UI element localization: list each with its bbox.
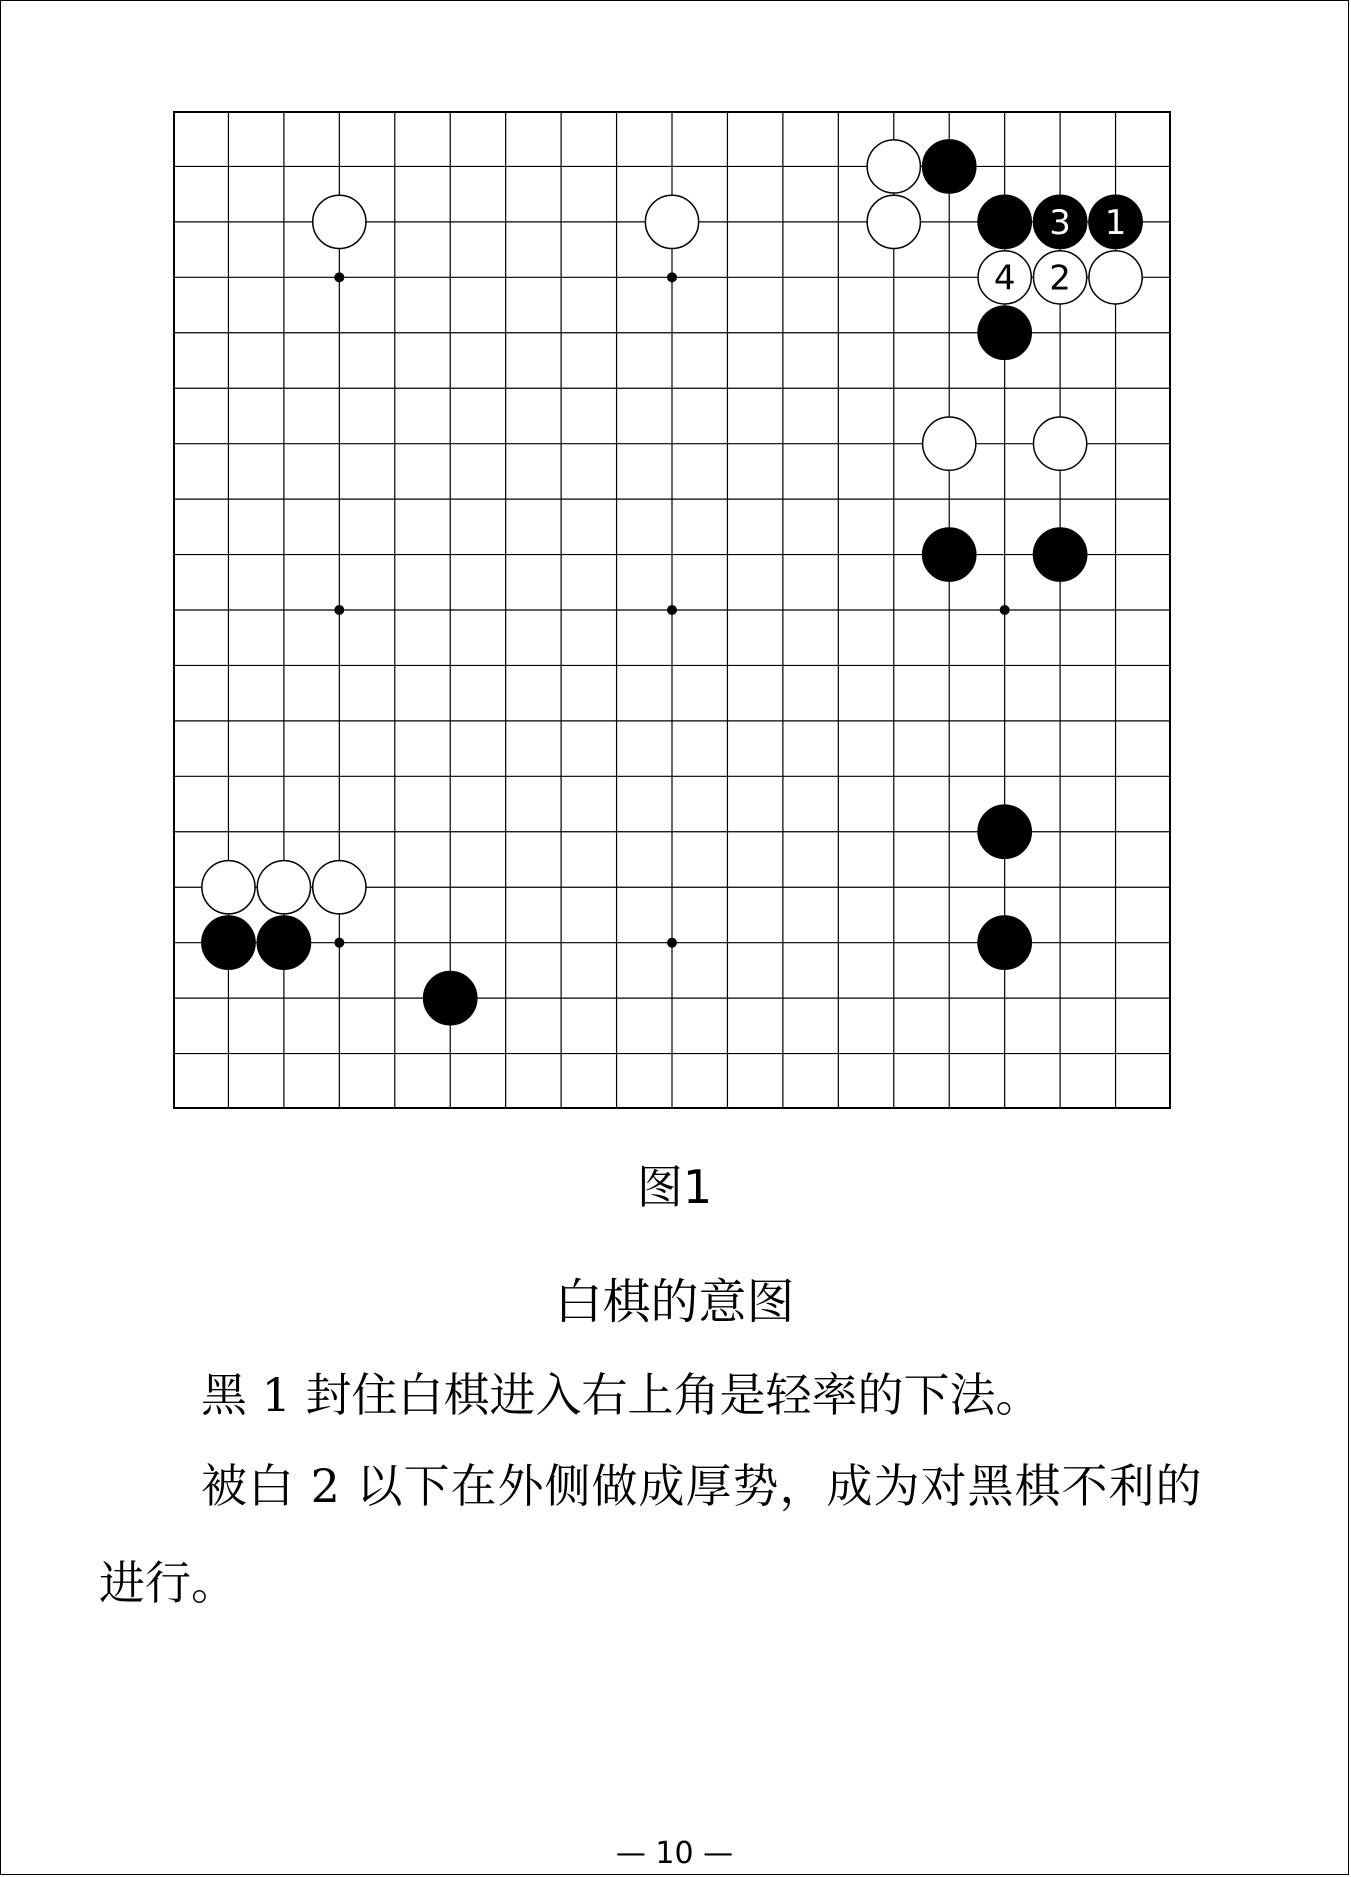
black-stone [1033,528,1086,581]
star-point [334,272,344,282]
paragraph-2: 被白 2 以下在外侧做成厚势，成为对黑棋不利的 [201,1459,1203,1513]
section-subtitle: 白棋的意图 [554,1274,795,1330]
black-stone [978,805,1031,858]
white-stone [1089,251,1142,304]
page-number: — 10 — [615,1836,734,1871]
star-point [667,605,677,615]
black-stone [257,916,310,969]
move-number-label: 3 [1049,202,1071,243]
go-board-diagram [173,111,1171,1109]
white-stone [867,195,920,248]
move-number-label: 1 [1104,202,1127,243]
black-stone [978,916,1031,969]
paragraph-1: 黑 1 封住白棋进入右上角是轻率的下法。 [201,1368,1042,1422]
black-stone [923,528,976,581]
move-number-label: 4 [993,258,1016,299]
black-stone [424,971,477,1024]
white-stone [867,140,920,193]
black-stone [202,916,255,969]
white-stone [257,861,310,914]
star-point [667,272,677,282]
white-stone [313,195,366,248]
figure-caption: 图1 [636,1160,713,1214]
white-stone [645,195,698,248]
white-stone [1033,417,1086,470]
white-stone [313,861,366,914]
star-point [667,938,677,948]
star-point [1000,605,1010,615]
black-stone [978,195,1031,248]
move-number-label: 2 [1049,258,1071,299]
black-stone [978,306,1031,359]
white-stone [202,861,255,914]
star-point [334,605,344,615]
white-stone [923,417,976,470]
black-stone [923,140,976,193]
star-point [334,938,344,948]
paragraph-2-continued: 进行。 [99,1556,237,1610]
